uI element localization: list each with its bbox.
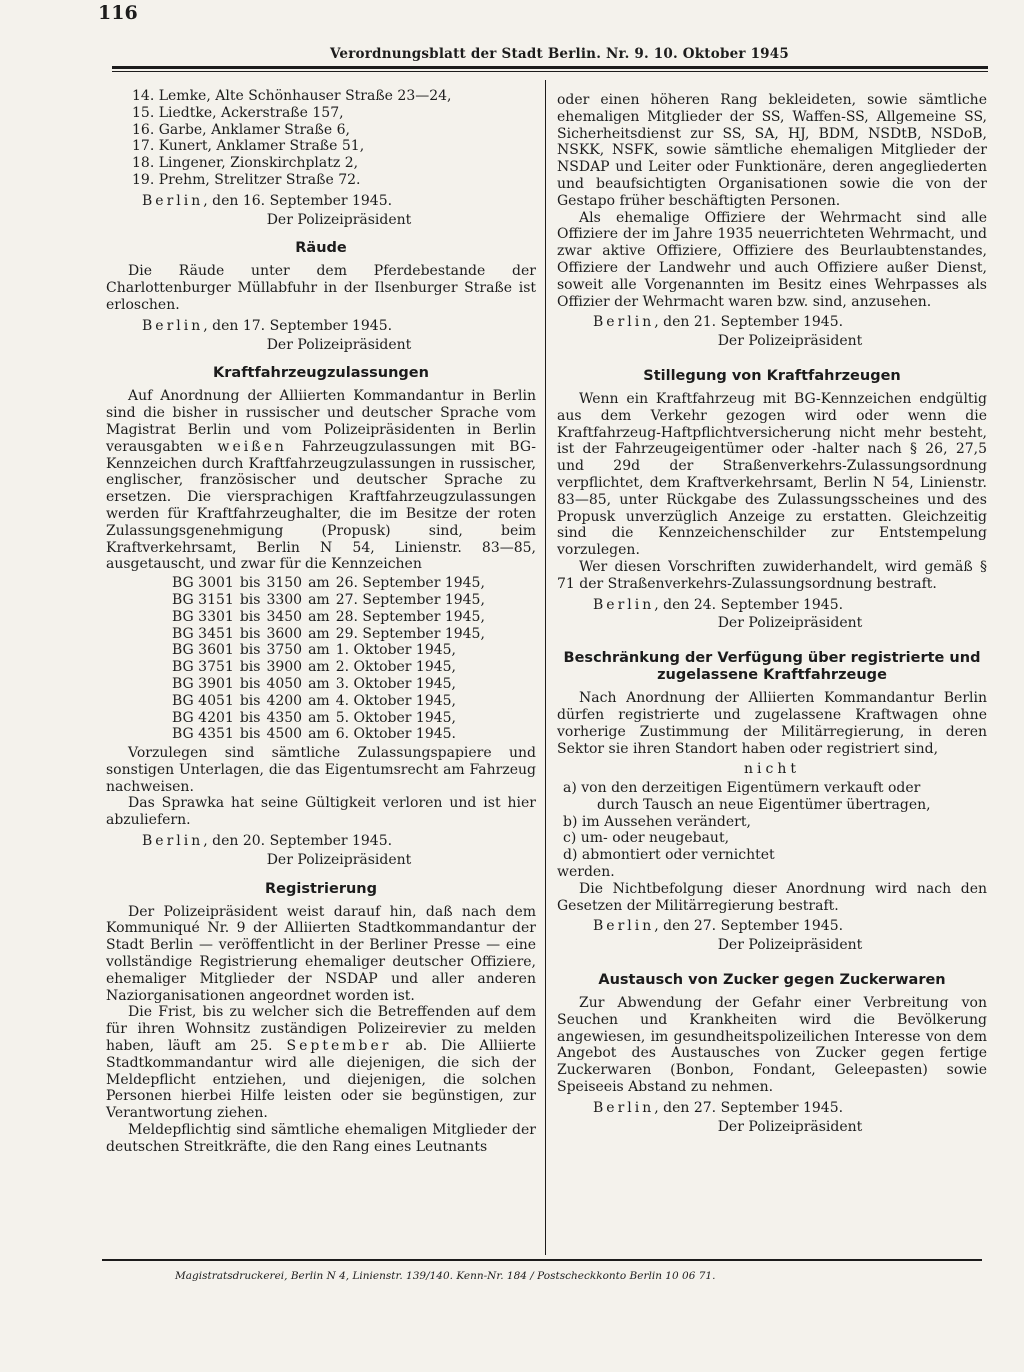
section-heading-registrierung: Registrierung [264, 880, 378, 897]
table-cell-am: am [308, 659, 330, 676]
table-row [172, 726, 491, 743]
table-cell-date: 4. Oktober 1945, [335, 692, 456, 709]
footer-rule [102, 1259, 982, 1261]
place-date [557, 597, 987, 614]
signer: Der Polizeipräsident [717, 333, 863, 350]
place: Berlin [142, 192, 204, 209]
left-column [106, 88, 536, 1156]
signer: Der Polizeipräsident [266, 336, 412, 353]
date: , den 20. September 1945. [203, 833, 393, 850]
place: Berlin [593, 1099, 655, 1116]
section-heading-beschraenkung: Beschränkung der Verfügung über registrierte und zugelassene Kraftfahrzeuge [563, 650, 981, 684]
table-cell-to: 3300 [266, 591, 303, 608]
paragraph: Als ehemalige Offiziere der Wehrmacht sind alle Offiziere der im Jahre 1935 neuerrichteten Wehrmacht, und zwar aktive Offiziere, Offiziere des Beurlaubtenstandes, Offiziere der Landwehr und auch Offiziere außer Dienst, soweit alle Vorgenannten im Besitz eines Wehrpasses als Offizier der Wehrmacht waren bzw. sind, anzusehen. [557, 209, 987, 310]
table-cell-from: BG 3001 [172, 575, 234, 592]
place-date [106, 318, 536, 335]
list-item: 14. Lemke, Alte Schönhauser Straße 23—24, [132, 88, 452, 104]
list-item [557, 814, 987, 831]
date: , den 24. September 1945. [654, 596, 844, 613]
table-cell-date: 29. September 1945, [335, 625, 485, 642]
paragraph: werden. [557, 864, 615, 881]
table-cell-bis: bis [239, 659, 261, 676]
table-cell-am: am [308, 575, 330, 592]
table-cell-date: 2. Oktober 1945, [335, 659, 456, 676]
paragraph: Vorzulegen sind sämtliche Zulassungspapiere und sonstigen Unterlagen, die das Eigentumsrecht am Fahrzeug nachweisen. [106, 745, 536, 795]
spaced-word: nicht [744, 761, 800, 778]
list-item: 17. Kunert, Anklamer Straße 51, [132, 138, 365, 155]
text-segment: Auf Anordnung der Alliierten Kommandantur in Berlin sind die bisher in russischer und deutscher Sprache vom Magistrat Berlin und vom Polizeipräsidenten in Berlin verausgabten [106, 388, 536, 455]
place: Berlin [593, 596, 655, 613]
table-cell-date: 3. Oktober 1945, [335, 675, 456, 692]
table-cell-to: 3750 [266, 642, 303, 659]
text-segment: ab. Die Alliierte Stadtkommandantur wird alle diejenigen, die sich der Meldepflicht entziehen, und diejenigen, die solchen Personen hierbei Hilfe leisten oder sie begünstigen, zur Verantwortung ziehen. [106, 1038, 537, 1122]
table-cell-am: am [308, 591, 330, 608]
table-cell-to: 4200 [266, 692, 303, 709]
table-cell-bis: bis [239, 692, 261, 709]
date: , den 27. September 1945. [654, 918, 844, 935]
section-heading-kraftfahrzeugzulassungen: Kraftfahrzeugzulassungen [213, 365, 429, 382]
signer: Der Polizeipräsident [717, 615, 863, 632]
table-cell-to: 3150 [266, 575, 303, 592]
place: Berlin [593, 918, 655, 935]
table-cell-bis: bis [239, 625, 261, 642]
signer: Der Polizeipräsident [266, 851, 412, 868]
paragraph [106, 1004, 536, 1122]
table-row [172, 642, 491, 659]
table-cell-from: BG 4201 [172, 709, 234, 726]
table-row [172, 676, 491, 693]
table-cell-to: 4050 [266, 675, 303, 692]
signer: Der Polizeipräsident [717, 1118, 863, 1135]
table-cell-to: 3600 [266, 625, 303, 642]
place: Berlin [142, 317, 204, 334]
paragraph: Die Nichtbefolgung dieser Anordnung wird nach den Gesetzen der Militärregierung bestraft. [557, 880, 987, 914]
place-date [557, 1100, 987, 1117]
place-date [557, 918, 987, 935]
table-cell-date: 27. September 1945, [335, 591, 485, 608]
spaced-word: September [286, 1038, 392, 1055]
list-item-text: im Aussehen verändert, [581, 813, 751, 830]
place-date [106, 193, 536, 210]
table-cell-date: 1. Oktober 1945, [335, 642, 456, 659]
table-cell-from: BG 3751 [172, 659, 234, 676]
table-cell-bis: bis [239, 726, 261, 743]
table-cell-am: am [308, 608, 330, 625]
place-date [106, 833, 536, 850]
table-cell-to: 3900 [266, 659, 303, 676]
section-heading-stillegung: Stillegung von Kraftfahrzeugen [643, 367, 901, 384]
list-item-label: d) [563, 847, 578, 864]
table-cell-to: 3450 [266, 608, 303, 625]
table-cell-from: BG 3151 [172, 591, 234, 608]
table-cell-to: 4500 [266, 726, 303, 743]
table-cell-am: am [308, 692, 330, 709]
plate-schedule-table [172, 575, 491, 743]
table-row [172, 592, 491, 609]
table-cell-am: am [308, 642, 330, 659]
section-heading-raeude: Räude [295, 240, 347, 257]
date: , den 27. September 1945. [654, 1099, 844, 1116]
table-cell-to: 4350 [266, 709, 303, 726]
table-cell-am: am [308, 675, 330, 692]
signer: Der Polizeipräsident [717, 937, 863, 954]
paragraph: Wenn ein Kraftfahrzeug mit BG-Kennzeichen endgültig aus dem Verkehr gezogen wird oder wenn die Kraftfahrzeug-Haftpflichtversicherung nicht mehr besteht, ist der Fahrzeugeigentümer oder -halter nach § 26, 27,5 und 29d der Straßenverkehrs-Zulassungsordnung verpflichtet, dem Kraftverkehrsamt, Berlin N 54, Linienstr. 83—85, unter Rückgabe des Zulassungsscheines und des Propusk unverzüglich Anzeige zu erstatten. Gleichzeitig sind die Kennzeichenschilder zur Entstempelung vorzulegen. [557, 390, 987, 559]
table-cell-date: 5. Oktober 1945, [335, 709, 456, 726]
table-cell-date: 28. September 1945, [335, 608, 485, 625]
spaced-word: weißen [217, 438, 287, 455]
running-title: Verordnungsblatt der Stadt Berlin. Nr. 9. 10. Oktober 1945 [330, 46, 789, 62]
list-item: 15. Liedtke, Ackerstraße 157, [132, 104, 344, 121]
place: Berlin [142, 833, 204, 850]
table-row [172, 659, 491, 676]
date: , den 17. September 1945. [203, 317, 393, 334]
list-item-label: b) [563, 813, 578, 830]
table-cell-from: BG 4351 [172, 726, 234, 743]
paragraph: Der Polizeipräsident weist darauf hin, daß nach dem Kommuniqué Nr. 9 der Alliierten Stadtkommandantur der Stadt Berlin — veröffentlicht in der Berliner Presse — eine vollständige Registrierung ehemaliger deutscher Offiziere, ehemaliger Mitglieder der NSDAP und aller anderen Naziorganisationen angeordnet worden ist. [106, 903, 536, 1004]
paragraph: Das Sprawka hat seine Gültigkeit verloren und ist hier abzuliefern. [106, 795, 536, 829]
table-row [172, 626, 491, 643]
list-item: 18. Lingener, Zionskirchplatz 2, [132, 155, 359, 172]
list-item-text: um- oder neugebaut, [580, 830, 730, 847]
text-segment: Fahrzeugzulassungen mit BG-Kennzeichen durch Kraftfahrzeugzulassungen in russischer, englischer, französischer und deutscher Sprache zu ersetzen. Die viersprachigen Kraftfahrzeugzulassungen werden für Kraftfahrzeughalter, die im Besitze der roten Zulassungsgenehmigung (Propusk) sind, beim Kraftverkehrsamt, Berlin N 54, Linienstr. 83—85, ausgetauscht, und zwar für die Kennzeichen [106, 438, 537, 573]
column-divider [545, 80, 546, 1255]
footer-imprint: Magistratsdruckerei, Berlin N 4, Linienstr. 139/140. Kenn-Nr. 184 / Postscheckkonto Berlin 10 06 71. [175, 1270, 716, 1282]
table-row [172, 609, 491, 626]
section-heading-zucker: Austausch von Zucker gegen Zuckerwaren [598, 972, 946, 989]
table-cell-date: 6. Oktober 1945. [335, 726, 456, 743]
paragraph: Die Räude unter dem Pferdebestande der Charlottenburger Müllabfuhr in der Ilsenburger Straße ist erloschen. [106, 263, 536, 313]
list-item-text: von den derzeitigen Eigentümern verkauft oder [581, 780, 921, 797]
list-item: 19. Prehm, Strelitzer Straße 72. [132, 171, 361, 188]
page-number: 116 [98, 2, 138, 24]
table-cell-date: 26. September 1945, [335, 575, 485, 592]
paragraph: Wer diesen Vorschriften zuwiderhandelt, wird gemäß § 71 der Straßenverkehrs-Zulassungsordnung bestraft. [557, 558, 987, 592]
table-cell-bis: bis [239, 709, 261, 726]
list-item-label: c) [563, 830, 577, 847]
list-item-text: durch Tausch an neue Eigentümer übertragen, [597, 796, 931, 813]
list-item [557, 830, 987, 847]
right-column [557, 92, 987, 1135]
list-item [557, 797, 987, 814]
place: Berlin [593, 314, 655, 331]
header-rule-thin [112, 71, 988, 72]
table-cell-from: BG 3301 [172, 608, 234, 625]
list-item: 16. Garbe, Anklamer Straße 6, [132, 121, 350, 138]
paragraph: oder einen höheren Rang bekleideten, sowie sämtliche ehemaligen Mitglieder der SS, Waffen-SS, Allgemeine SS, Sicherheitsdienst zur SS, SA, HJ, BDM, NSDtB, NSDoB, NSKK, NSFK, sowie sämtliche ehemaligen Mitglieder der NSDAP und Leiter oder Funktionäre, deren angegliederten und beaufsichtigten Organisationen sowie die von der Gestapo früher beschäftigten Personen. [557, 92, 987, 209]
table-cell-bis: bis [239, 642, 261, 659]
table-cell-am: am [308, 709, 330, 726]
paragraph: Nach Anordnung der Alliierten Kommandantur Berlin dürfen registrierte und zugelassene Kraftwagen ohne vorherige Zustimmung der Militärregierung, in deren Sektor sie ihren Standort haben oder registriert sind, [557, 690, 987, 757]
table-cell-bis: bis [239, 675, 261, 692]
date: , den 21. September 1945. [654, 314, 844, 331]
text-segment: Die Frist, bis zu welcher sich die Betreffenden auf dem für ihren Wohnsitz zuständigen Polizeirevier zu melden haben, läuft am 25. [106, 1004, 536, 1055]
header-rule [112, 66, 988, 69]
table-cell-am: am [308, 726, 330, 743]
date: , den 16. September 1945. [203, 192, 393, 209]
table-row [172, 575, 491, 592]
table-cell-bis: bis [239, 608, 261, 625]
list-item-text: abmontiert oder vernichtet [581, 847, 775, 864]
table-cell-from: BG 4051 [172, 692, 234, 709]
place-date [557, 314, 987, 331]
table-cell-from: BG 3601 [172, 642, 234, 659]
list-item [557, 780, 987, 797]
table-row [172, 693, 491, 710]
paragraph: Zur Abwendung der Gefahr einer Verbreitung von Seuchen und Krankheiten wird die Bevölkerung angewiesen, im gesundheitspolizeilichen Interesse von dem Angebot des Austausches von Zucker gegen fertige Zuckerwaren (Bonbon, Fondant, Geleepasten) sowie Speiseeis Abstand zu nehmen. [557, 995, 987, 1096]
signer: Der Polizeipräsident [266, 211, 412, 228]
table-cell-bis: bis [239, 591, 261, 608]
paragraph [106, 388, 536, 573]
restriction-list [557, 780, 987, 864]
list-item [557, 847, 987, 864]
address-list [106, 88, 536, 189]
table-cell-am: am [308, 625, 330, 642]
list-item-label: a) [563, 780, 577, 797]
paragraph: Meldepflichtig sind sämtliche ehemaligen Mitglieder der deutschen Streitkräfte, die den Rang eines Leutnants [106, 1122, 536, 1155]
table-cell-bis: bis [239, 575, 261, 592]
table-cell-from: BG 3901 [172, 675, 234, 692]
table-cell-from: BG 3451 [172, 625, 234, 642]
table-row [172, 710, 491, 727]
